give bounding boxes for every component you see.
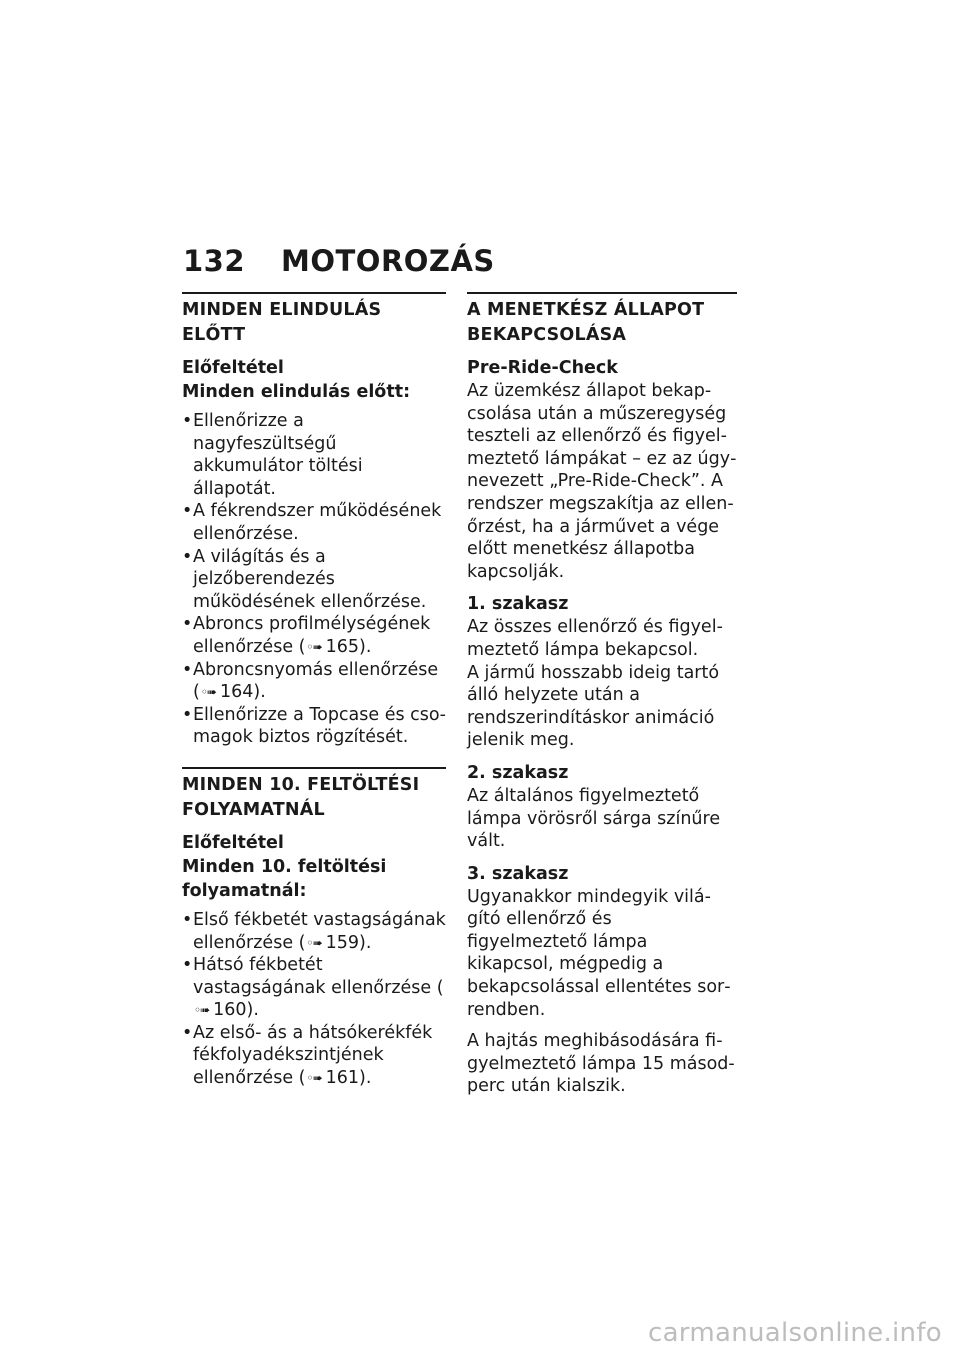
- precondition-label: Előfeltétel: [182, 832, 284, 853]
- page-reference-link[interactable]: 160: [213, 1000, 247, 1021]
- page-reference-link[interactable]: 165: [325, 636, 360, 657]
- section-title-before-ride: MINDEN ELINDULÁS ELŐTT: [182, 292, 446, 348]
- pre-ride-check-text: Az üzemkész állapot bekapcsolása után a műszeregység teszteli az ellenőrző és figyelmeztető lámpákat – ez az úgynevezett „Pre-Ride-Check”. A rendszer megszakítja az ellenőrzést, ha a járművet a vége előtt menetkész állapotba kapcsolják.: [467, 381, 737, 582]
- page-reference-arrow-icon: ◦➠: [194, 1003, 210, 1018]
- section-title-ready-state: A MENETKÉSZ ÁLLAPOT BEKAPCSOLÁSA: [467, 292, 737, 348]
- page-reference-arrow-icon: ◦➠: [306, 935, 322, 950]
- list-item: • A világítás és a jelzőberendezés működésének ellenőrzése.: [182, 546, 446, 614]
- list-item: • A fékrendszer működésének ellenőrzése.: [182, 500, 446, 545]
- stage-1-note: A jármű hosszabb ideig tartó álló helyzete után a rendszerindításkor animáció jelenik meg.: [467, 662, 720, 751]
- charge-checklist: [182, 909, 446, 1090]
- precondition-text: Minden 10. feltöltési folyamatnál:: [182, 856, 387, 901]
- list-item: • Első fékbetét vastagságának ellenőrzése (◦➠ 159).: [182, 909, 446, 954]
- before-ride-checklist: [182, 410, 446, 749]
- section-title-every-10th-charge: MINDEN 10. FELTÖLTÉSI FOLYAMATNÁL: [182, 767, 446, 823]
- page-reference-link[interactable]: 159: [325, 932, 360, 953]
- stage-3-text: Ugyanakkor mindegyik világító ellenőrző és figyelmeztető lámpa kikapcsol, mégpedig a bekapcsolással ellentétes sorrendben.: [467, 886, 731, 1020]
- stage-1-label: 1. szakasz: [467, 594, 569, 615]
- left-column: [182, 292, 446, 1090]
- page-reference-link[interactable]: 164: [219, 682, 254, 703]
- precondition-text: Minden elindulás előtt:: [182, 382, 411, 402]
- list-item: • Abroncs profilmélységének ellenőrzése (◦➠ 165).: [182, 613, 446, 658]
- stage-2-text: Az általános figyelmeztető lámpa vörösről sárga színűre vált.: [467, 785, 721, 852]
- page-reference-arrow-icon: ◦➠: [306, 639, 322, 654]
- stage-1-text: Az összes ellenőrző és figyelmeztető lámpa bekapcsol.: [467, 617, 723, 660]
- list-item: • Hátsó fékbetét vastagságának ellenőrzése (◦➠ 160).: [182, 954, 446, 1022]
- stage-3-label: 3. szakasz: [467, 863, 569, 884]
- page-reference-arrow-icon: ◦➠: [200, 685, 216, 700]
- page-reference-arrow-icon: ◦➠: [306, 1071, 322, 1086]
- stage-2-label: 2. szakasz: [467, 762, 569, 783]
- list-item: • Ellenőrizze a nagyfeszültségű akkumulátor töltési állapotát.: [182, 410, 446, 500]
- list-item: • Az első- ás a hátsókerékfék fékfolyadékszintjének ellenőrzése (◦➠ 161).: [182, 1022, 446, 1090]
- page-header: [183, 244, 495, 278]
- pre-ride-check-label: Pre-Ride-Check: [467, 358, 618, 378]
- right-column: [467, 292, 737, 1098]
- page-number: 132: [183, 244, 246, 278]
- watermark: carmanualsonline.info: [647, 1318, 942, 1348]
- list-item: • Ellenőrizze a Topcase és csomagok biztos rögzítését.: [182, 704, 446, 749]
- closing-text: A hajtás meghibásodására figyelmeztető lámpa 15 másodperc után kialszik.: [467, 1031, 735, 1097]
- page-reference-link[interactable]: 161: [325, 1068, 360, 1089]
- list-item: • Abroncsnyomás ellenőrzése (◦➠ 164).: [182, 659, 446, 704]
- chapter-title: MOTOROZÁS: [281, 244, 495, 278]
- precondition-label: Előfeltétel: [182, 358, 284, 378]
